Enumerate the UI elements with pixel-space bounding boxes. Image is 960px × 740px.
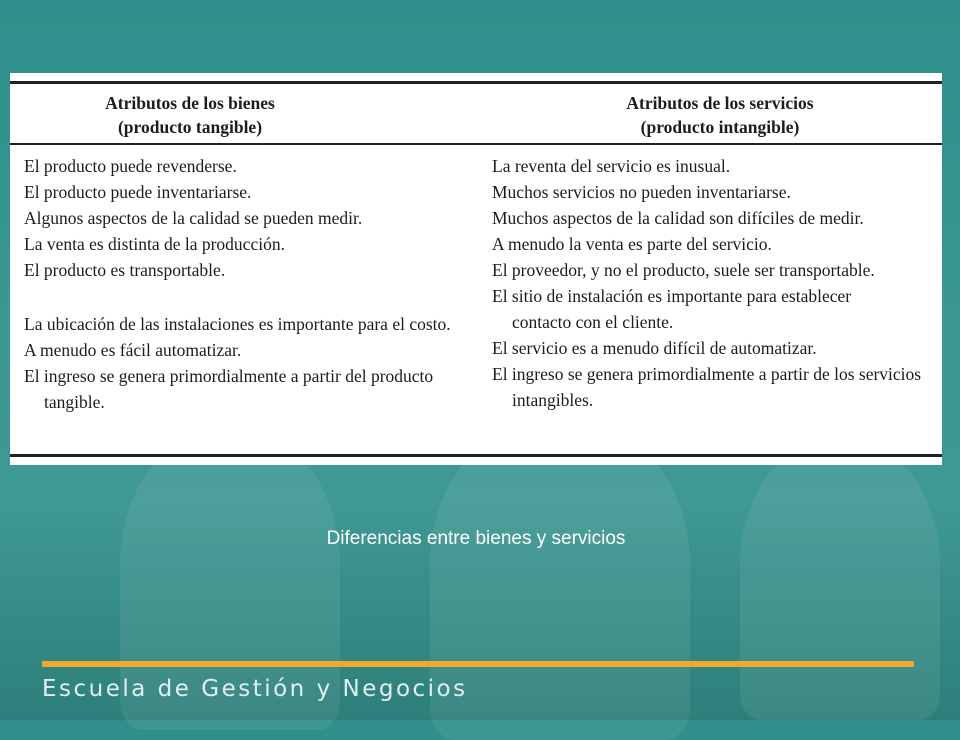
services-attribute: Muchos servicios no pueden inventariarse.	[492, 182, 791, 202]
services-attribute: A menudo la venta es parte del servicio.	[492, 234, 772, 254]
services-attribute: El ingreso se genera primordialmente a partir de los servicios intangibles.	[492, 364, 922, 410]
background-figure	[430, 420, 690, 740]
goods-attributes-list	[24, 153, 474, 415]
goods-attribute: A menudo es fácil automatizar.	[24, 340, 242, 360]
school-name: Escuela de Gestión y Negocios	[42, 676, 468, 702]
background-figure	[740, 440, 940, 720]
goods-attribute: El producto es transportable.	[24, 260, 226, 280]
services-attribute: El servicio es a menudo difícil de automatizar.	[492, 338, 817, 358]
services-attribute: Muchos aspectos de la calidad son difíciles de medir.	[492, 208, 864, 228]
services-attributes-list	[492, 153, 937, 413]
goods-attribute: El producto puede revenderse.	[24, 156, 237, 176]
goods-attribute: El ingreso se genera primordialmente a partir del producto tangible.	[24, 366, 434, 412]
slide-caption: Diferencias entre bienes y servicios	[326, 528, 626, 549]
footer-accent-bar	[42, 661, 914, 667]
goods-attribute: El producto puede inventariarse.	[24, 182, 252, 202]
goods-column-header: Atributos de los bienes (producto tangible)	[105, 93, 275, 137]
table-bottom-rule	[10, 454, 942, 457]
goods-attribute: La ubicación de las instalaciones es importante para el costo.	[24, 314, 451, 334]
goods-attribute: Algunos aspectos de la calidad se pueden medir.	[24, 208, 363, 228]
table-top-rule	[10, 81, 942, 84]
services-attribute: La reventa del servicio es inusual.	[492, 156, 731, 176]
goods-attribute: La venta es distinta de la producción.	[24, 234, 285, 254]
services-attribute: El sitio de instalación es importante para establecer contacto con el cliente.	[492, 286, 852, 332]
comparison-table	[10, 73, 942, 465]
services-column-header: Atributos de los servicios (producto intangible)	[626, 93, 814, 137]
table-header-rule	[10, 143, 942, 145]
services-attribute: El proveedor, y no el producto, suele ser transportable.	[492, 260, 875, 280]
